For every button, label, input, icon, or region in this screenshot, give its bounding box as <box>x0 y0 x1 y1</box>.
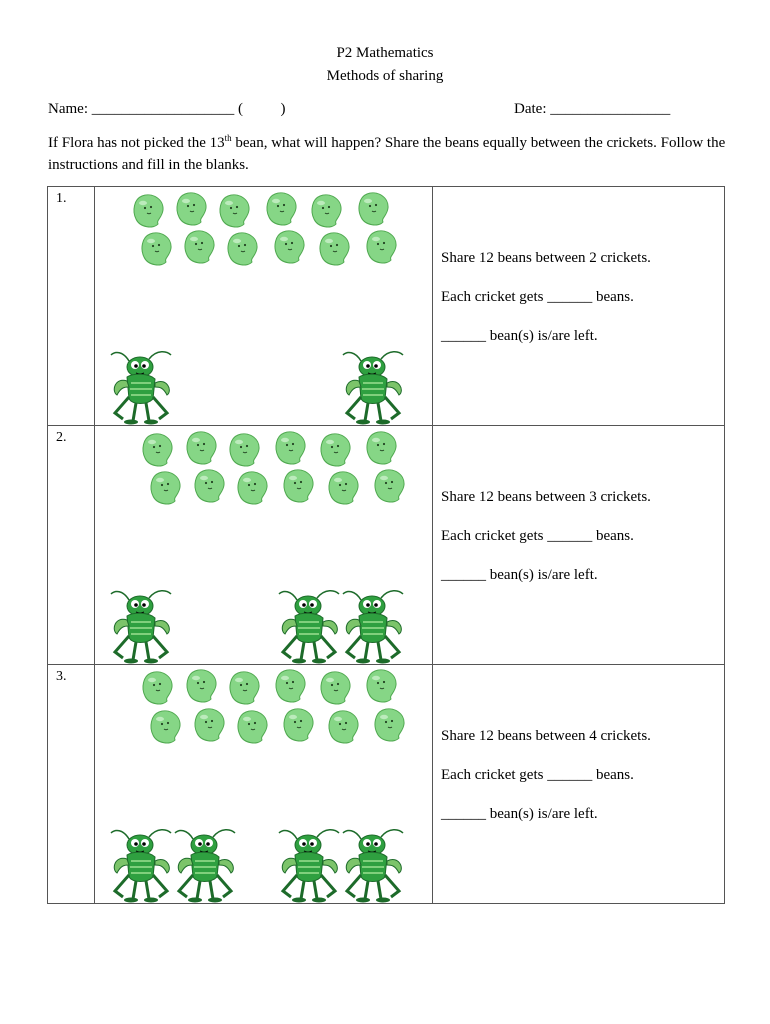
cricket-icon <box>173 825 239 903</box>
cricket-icon <box>109 347 175 425</box>
beans-left-blank: ______ bean(s) is/are left. <box>441 328 598 344</box>
bean-icon <box>141 432 175 468</box>
question-text <box>433 426 724 585</box>
each-cricket-blank: Each cricket gets ______ beans. <box>441 767 634 783</box>
bean-icon <box>273 229 307 265</box>
bean-icon <box>140 231 174 267</box>
worksheet-title: P2 Mathematics <box>336 45 434 61</box>
bean-icon <box>228 432 262 468</box>
bean-icon <box>193 468 227 504</box>
picture-cell <box>95 426 433 665</box>
cricket-icon <box>341 347 407 425</box>
cricket-icon <box>277 586 343 664</box>
bean-icon <box>318 231 352 267</box>
cricket-icon <box>109 825 175 903</box>
bean-icon <box>327 709 361 745</box>
bean-icon <box>365 430 399 466</box>
cricket-icon <box>109 586 175 664</box>
bean-icon <box>141 670 175 706</box>
bean-icon <box>310 193 344 229</box>
bean-icon <box>236 470 270 506</box>
bean-icon <box>236 709 270 745</box>
question-table <box>47 186 725 904</box>
bean-icon <box>149 470 183 506</box>
name-field: Name: ___________________ ( ) <box>48 101 286 117</box>
cricket-icon <box>341 825 407 903</box>
bean-icon <box>193 707 227 743</box>
instructions-sup: th <box>224 133 232 143</box>
question-text <box>433 665 724 824</box>
bean-icon <box>327 470 361 506</box>
cricket-icon <box>277 825 343 903</box>
bean-icon <box>373 468 407 504</box>
each-cricket-blank: Each cricket gets ______ beans. <box>441 528 634 544</box>
question-number: 2. <box>56 430 67 445</box>
picture-cell <box>95 187 433 426</box>
instructions-part1: If Flora has not picked the 13 <box>48 135 225 151</box>
share-prompt: Share 12 beans between 2 crickets. <box>441 250 651 266</box>
worksheet-subtitle: Methods of sharing <box>326 68 444 84</box>
bean-icon <box>218 193 252 229</box>
bean-icon <box>282 468 316 504</box>
instructions-part2: bean, what will happen? Share the beans equally between the crickets. Follow the instructions and fill in the blanks. <box>48 135 726 173</box>
picture-cell <box>95 665 433 904</box>
question-row-1 <box>48 187 725 426</box>
bean-icon <box>185 668 219 704</box>
bean-icon <box>365 229 399 265</box>
bean-icon <box>149 709 183 745</box>
bean-icon <box>274 668 308 704</box>
question-number: 1. <box>56 191 67 206</box>
bean-icon <box>373 707 407 743</box>
question-number: 3. <box>56 669 67 684</box>
bean-icon <box>357 191 391 227</box>
bean-icon <box>265 191 299 227</box>
bean-icon <box>183 229 217 265</box>
bean-icon <box>226 231 260 267</box>
bean-icon <box>228 670 262 706</box>
bean-icon <box>319 432 353 468</box>
each-cricket-blank: Each cricket gets ______ beans. <box>441 289 634 305</box>
bean-icon <box>132 193 166 229</box>
question-text <box>433 187 724 346</box>
cricket-icon <box>341 586 407 664</box>
bean-icon <box>282 707 316 743</box>
question-row-2 <box>48 426 725 665</box>
share-prompt: Share 12 beans between 4 crickets. <box>441 728 651 744</box>
question-row-3 <box>48 665 725 904</box>
bean-icon <box>274 430 308 466</box>
beans-left-blank: ______ bean(s) is/are left. <box>441 806 598 822</box>
bean-icon <box>319 670 353 706</box>
instructions <box>48 132 738 176</box>
share-prompt: Share 12 beans between 3 crickets. <box>441 489 651 505</box>
beans-left-blank: ______ bean(s) is/are left. <box>441 567 598 583</box>
date-field: Date: ________________ <box>514 101 671 117</box>
bean-icon <box>185 430 219 466</box>
bean-icon <box>365 668 399 704</box>
bean-icon <box>175 191 209 227</box>
